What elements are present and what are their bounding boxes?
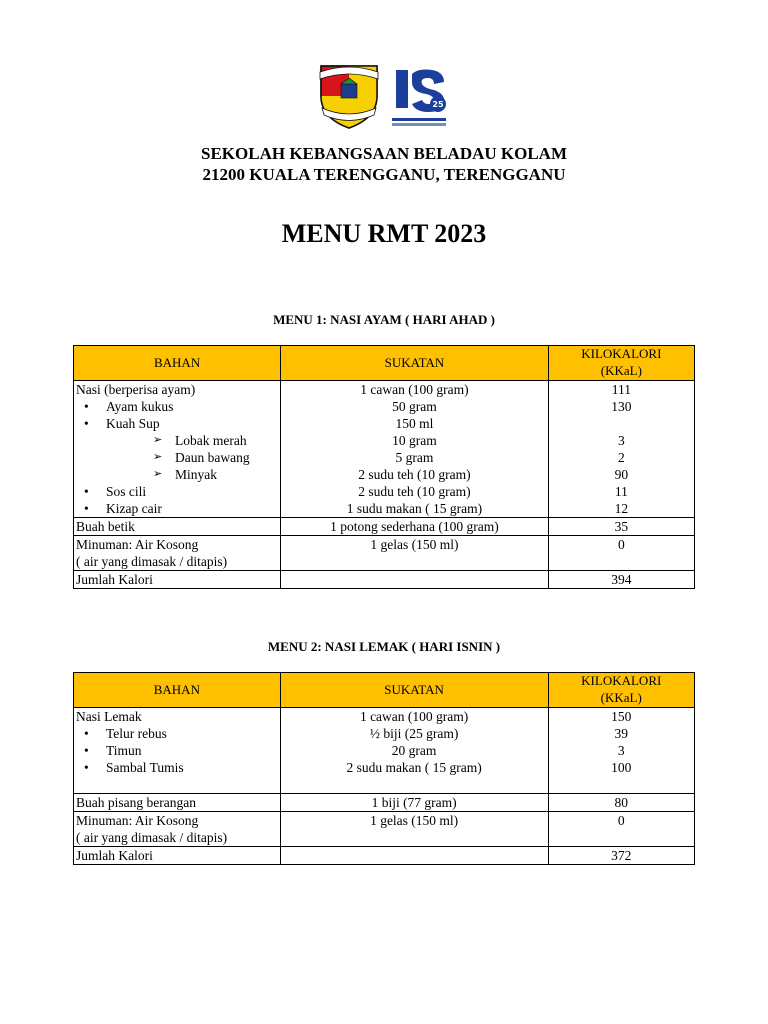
menu1-main-sukatan: 1 cawan (100 gram) 50 gram 150 ml 10 gram 5 gram 2 sudu teh (10 gram) 2 sudu teh (10 gram) 1 sudu makan ( 15 gram) (281, 381, 548, 518)
list-item: • Ayam kukus (76, 398, 278, 415)
menu2-heading: MENU 2: NASI LEMAK ( HARI ISNIN ) (267, 639, 501, 654)
menu1-total-row: Jumlah Kalori 394 (74, 571, 695, 589)
list-item: • Kuah Sup (76, 415, 278, 432)
page-title: MENU RMT 2023 (281, 219, 487, 248)
col-kilokalori-header: KILOKALORI (KKaL) (548, 346, 694, 381)
list-item: • Sos cili (76, 483, 278, 500)
menu2-main-kkal: 150 39 3 100 (548, 708, 694, 794)
menu2-fruit-row: Buah pisang berangan 1 biji (77 gram) 80 (74, 794, 695, 812)
list-item: ➢ Daun bawang (76, 449, 278, 466)
menu1-heading: MENU 1: NASI AYAM ( HARI AHAD ) (273, 312, 495, 327)
school-address-line2: 21200 KUALA TERENGGANU, TERENGGANU (202, 165, 566, 184)
list-item: • Timun (76, 742, 278, 759)
rmt-25-emblem-logo (388, 64, 450, 128)
menu2-main-sukatan: 1 cawan (100 gram) ½ biji (25 gram) 20 gram 2 sudu makan ( 15 gram) (280, 708, 548, 794)
menu1-table (73, 345, 695, 589)
list-item: ➢ Minyak (76, 466, 278, 483)
school-crest-logo (318, 62, 380, 130)
list-item: Nasi (berperisa ayam) (76, 382, 196, 397)
list-item: • Telur rebus (76, 725, 278, 742)
menu2-main-bahan (74, 708, 281, 794)
col-bahan-header: BAHAN (74, 346, 281, 381)
menu2-table (73, 672, 695, 865)
menu2-total-row: Jumlah Kalori 372 (74, 847, 695, 865)
menu1-fruit-row: Buah betik 1 potong sederhana (100 gram) 35 (74, 518, 695, 536)
list-item: • Kizap cair (76, 500, 278, 517)
list-item: • Sambal Tumis (76, 759, 278, 776)
menu1-main-kkal: 111 130 3 2 90 11 12 (548, 381, 694, 518)
school-name-line1: SEKOLAH KEBANGSAAN BELADAU KOLAM (200, 144, 568, 163)
svg-text:25: 25 (432, 100, 444, 109)
col-bahan-header: BAHAN (74, 673, 281, 708)
col-sukatan-header: SUKATAN (280, 673, 548, 708)
menu1-drink-row: Minuman: Air Kosong ( air yang dimasak / ditapis) 1 gelas (150 ml) 0 (74, 536, 695, 571)
col-sukatan-header: SUKATAN (281, 346, 548, 381)
menu2-drink-row: Minuman: Air Kosong ( air yang dimasak / ditapis) 1 gelas (150 ml) 0 (74, 812, 695, 847)
menu2-header-row (74, 673, 695, 708)
menu1-header-row (74, 346, 695, 381)
school-name (0, 143, 768, 185)
list-item: ➢ Lobak merah (76, 432, 278, 449)
menu2-main-row (74, 708, 695, 794)
logos (318, 62, 450, 132)
menu1-main-bahan (74, 381, 281, 518)
list-item: Nasi Lemak (76, 709, 142, 724)
col-kilokalori-header: KILOKALORI (KKaL) (548, 673, 694, 708)
menu1-main-row (74, 381, 695, 518)
